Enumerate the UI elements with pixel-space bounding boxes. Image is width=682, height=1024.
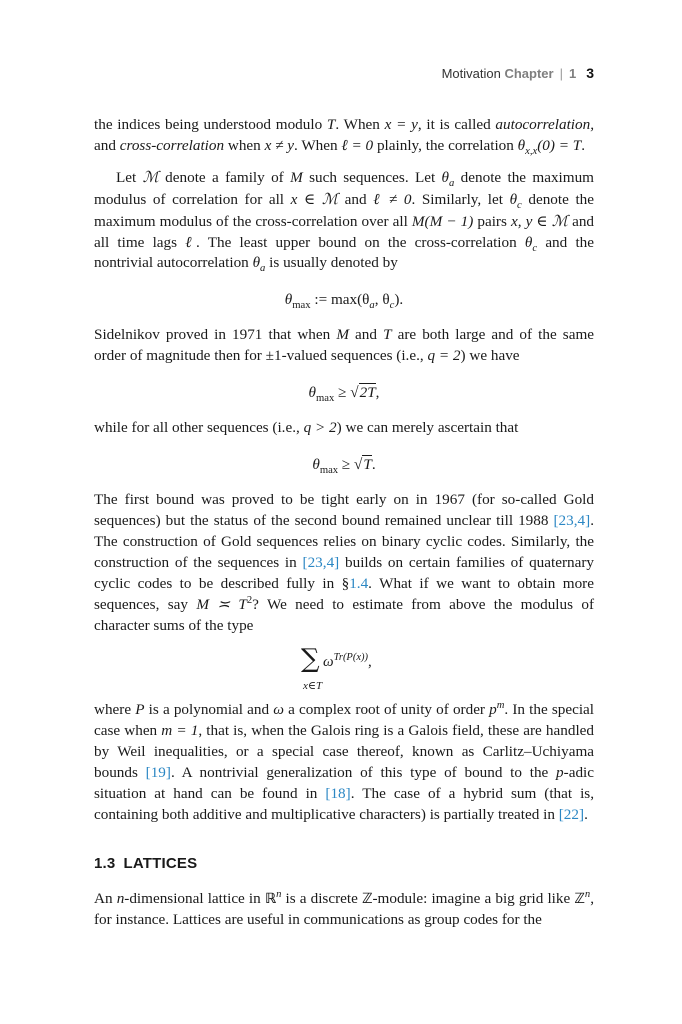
running-title: Motivation <box>441 66 501 81</box>
page-body <box>94 115 594 931</box>
section-title: LATTICES <box>123 854 198 872</box>
paragraph-2: Let ℳ denote a family of M such sequences. Let $\theta_a$ denote the maximum modulus of correlation for all x ∈ ℳ and ℓ ≠ 0. Similarly, let $\theta_c$ denote the maximum modulus of the cross-correlation over all M(M − 1) pairs x, y ∈ ℳ and all time lags ℓ. The least upper bound on the cross-correlation $\theta_c$ and the nontrivial autocorrelation $\theta_a$ is usually denoted by <box>94 167 595 275</box>
paragraph-3: Sidelnikov proved in 1971 that when M and T are both large and of the same order of magnitude then for ±1-valued sequences (i.e., q = 2) we have <box>94 326 594 365</box>
equation-bound-2: $\theta_{max} \ge √T$. <box>312 456 376 477</box>
citation-link[interactable]: [19] <box>145 764 171 782</box>
section-heading <box>94 854 594 875</box>
citation-link[interactable]: [18] <box>325 785 351 803</box>
paragraph-1: the indices being understood modulo T. When x = y, it is called autocorrelation, and cross-correlation when x ≠ y. When ℓ = 0 plainly, the correlation $\theta_{x,x}(0) = T$. <box>94 116 594 157</box>
paragraph-4: while for all other sequences (i.e., q > 2) we can merely ascertain that <box>94 419 519 437</box>
running-header <box>442 65 594 81</box>
sum-term: $\omega^{Tr(P(x))}$, <box>323 652 372 671</box>
citation-link[interactable]: [22] <box>558 805 585 823</box>
page-number: 3 <box>586 65 594 81</box>
chapter-label: Chapter <box>504 66 554 81</box>
equation-theta-max: $\theta_{max}$ := $\max(\theta_a$, $\theta_c$). <box>284 291 404 312</box>
paragraph-5: The first bound was proved to be tight early on in 1967 (for so-called Gold sequences) but the status of the second bound remained unclear till 1988 [23,4]. The construction of Gold sequences relies on binary cyclic codes. Similarly, the construction of the sequences in [23,4] builds on certain families of quaternary cyclic codes to be described fully in §1.4. What if we want to obtain more sequences, say M ≍ $T^2$? We need to estimate from above the modulus of character sums of the type <box>94 491 595 634</box>
citation-link[interactable]: [23,4] <box>553 511 591 529</box>
paragraph-7: An n-dimensional lattice in ℝ$^n$ is a discrete ℤ-module: imagine a big grid like ℤ$^n$, for instance. Lattices are useful in communications as group codes for the <box>94 888 595 928</box>
paragraph-6: where P is a polynomial and ω a complex root of unity of order $p^m$. In the special case when m = 1, that is, when the Galois ring is a Galois field, these are handled by Weil inequalities, or a special case thereof, known as Carlitz–Uchiyama bounds [19]. A nontrivial generalization of this type of bound to the p-adic situation at hand can be found in [18]. The case of a hybrid sum (that is, containing both additive and multiplicative characters) is partially treated in [22]. <box>94 700 595 823</box>
citation-link[interactable]: [23,4] <box>302 553 340 571</box>
equation-bound-1: $\theta_{max} \ge √2T$, <box>308 384 380 405</box>
section-number: 1.3 <box>94 854 116 872</box>
sum-index: x∈T <box>303 680 323 693</box>
equation-character-sum <box>94 646 594 692</box>
header-separator: | <box>559 66 563 81</box>
section-link[interactable]: 1.4 <box>349 574 369 592</box>
chapter-number: 1 <box>568 66 577 81</box>
sum-sign: ∑ <box>301 644 320 675</box>
